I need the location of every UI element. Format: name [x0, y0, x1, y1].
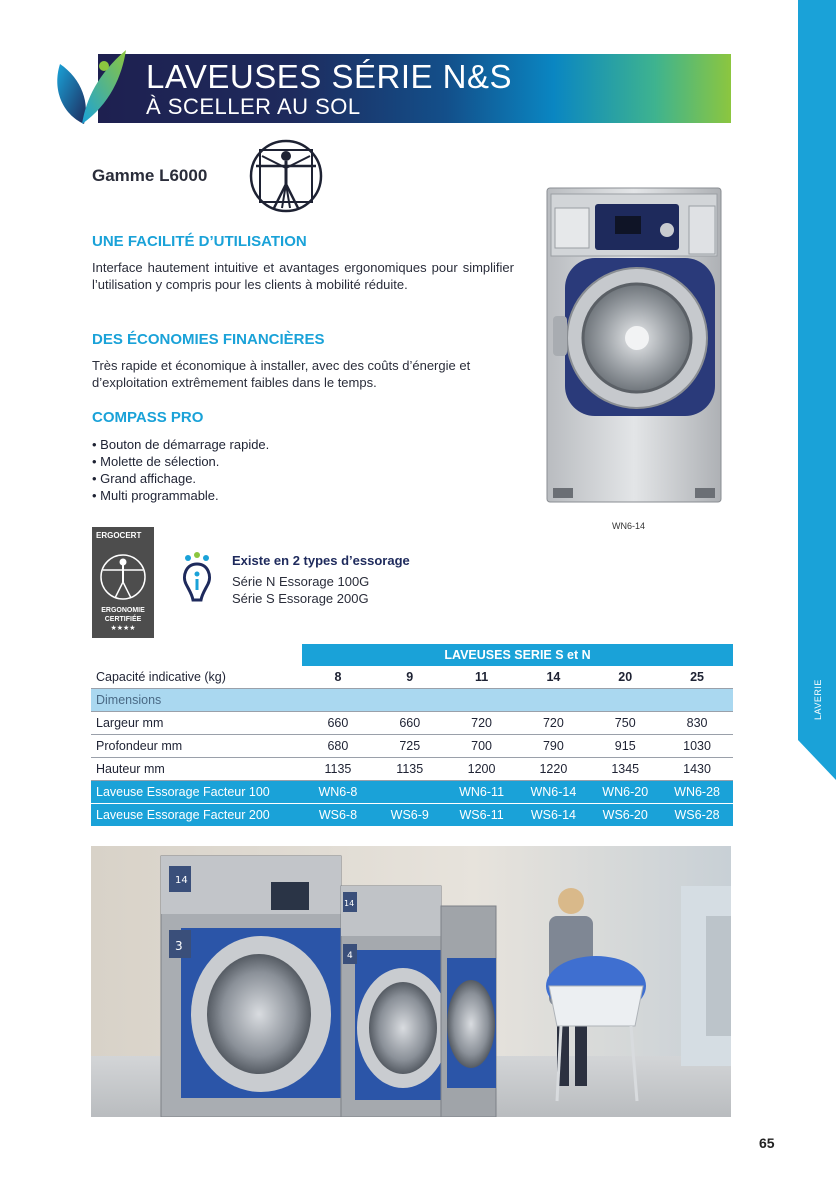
table-cell: 750: [589, 712, 661, 735]
row-label: Dimensions: [91, 689, 302, 712]
table-row: [91, 689, 733, 712]
table-cell: [374, 781, 446, 804]
table-cell: 1220: [517, 758, 589, 781]
vitruvian-man-icon: [248, 138, 324, 214]
product-caption: WN6-14: [612, 521, 646, 531]
row-label: Laveuse Essorage Facteur 100: [91, 781, 302, 804]
machine-number: 3: [175, 939, 183, 953]
row-label: Largeur mm: [91, 712, 302, 735]
ergocert-stars: ★★★★: [110, 625, 136, 632]
table-header-empty: [91, 644, 302, 666]
leaf-logo-icon: [52, 44, 130, 126]
table-cell: 915: [589, 735, 661, 758]
table-cell: WN6-28: [661, 781, 733, 804]
table-cell: 720: [446, 712, 518, 735]
table-cell: 1135: [374, 758, 446, 781]
table-cell: WS6-11: [446, 804, 518, 827]
row-label: Laveuse Essorage Facteur 200: [91, 804, 302, 827]
spin-types-title: Existe en 2 types d’essorage: [232, 553, 410, 568]
laundromat-photo: [91, 846, 731, 1117]
spin-series-n: Série N Essorage 100G: [232, 574, 370, 589]
ergocert-label: [92, 606, 154, 633]
table-row: [91, 735, 733, 758]
table-band-header: LAVEUSES SERIE S et N: [302, 644, 733, 666]
machine-number: 14: [344, 899, 355, 908]
table-cell: WN6-11: [446, 781, 518, 804]
list-item: • Multi programmable.: [92, 488, 219, 503]
table-row: [91, 758, 733, 781]
table-row: [91, 804, 733, 827]
table-cell: 9: [374, 666, 446, 689]
table-row: [91, 712, 733, 735]
list-item: • Grand affichage.: [92, 471, 197, 486]
table-cell: 830: [661, 712, 733, 735]
row-label: Hauteur mm: [91, 758, 302, 781]
compass-pro-list: [92, 436, 392, 504]
ergocert-title: ERGOCERT: [96, 531, 142, 540]
table-cell: [661, 689, 733, 712]
table-cell: WN6-14: [517, 781, 589, 804]
table-cell: WN6-20: [589, 781, 661, 804]
table-cell: [302, 689, 374, 712]
ergocert-figure-icon: [95, 550, 151, 604]
table-row: [91, 666, 733, 689]
table-cell: 725: [374, 735, 446, 758]
spec-table: [91, 644, 733, 827]
section-heading-compass-pro: COMPASS PRO: [92, 409, 204, 426]
table-cell: 25: [661, 666, 733, 689]
list-item: • Molette de sélection.: [92, 454, 220, 469]
table-cell: 660: [302, 712, 374, 735]
machine-number: 14: [175, 875, 188, 886]
table-cell: [589, 689, 661, 712]
row-label: Profondeur mm: [91, 735, 302, 758]
table-cell: 1430: [661, 758, 733, 781]
table-cell: 11: [446, 666, 518, 689]
table-header-row: [91, 644, 733, 666]
section-text-usability: Interface hautement intuitive et avantages ergonomiques pour simplifier l’utilisation y compris pour les clients à mobilité réduite.: [92, 260, 514, 292]
spin-info-icon: [180, 552, 214, 602]
range-title: Gamme L6000: [92, 166, 208, 185]
table-cell: 14: [517, 666, 589, 689]
table-cell: 20: [589, 666, 661, 689]
table-row: [91, 781, 733, 804]
table-cell: 1200: [446, 758, 518, 781]
table-cell: [446, 689, 518, 712]
table-cell: WS6-9: [374, 804, 446, 827]
page-subtitle: À SCELLER AU SOL: [146, 94, 361, 119]
table-cell: [517, 689, 589, 712]
spin-series-s: Série S Essorage 200G: [232, 591, 369, 606]
ergocert-line-1: ERGONOMIE: [101, 607, 145, 614]
row-label: Capacité indicative (kg): [91, 666, 302, 689]
table-cell: 720: [517, 712, 589, 735]
table-cell: 1345: [589, 758, 661, 781]
table-cell: 1135: [302, 758, 374, 781]
ergocert-line-2: CERTIFIÉE: [104, 616, 142, 623]
side-tab-label: LAVERIE: [813, 679, 823, 721]
table-cell: WS6-8: [302, 804, 374, 827]
table-cell: 8: [302, 666, 374, 689]
table-cell: 1030: [661, 735, 733, 758]
table-cell: 700: [446, 735, 518, 758]
section-heading-savings: DES ÉCONOMIES FINANCIÈRES: [92, 331, 325, 348]
table-cell: WS6-28: [661, 804, 733, 827]
section-heading-usability: UNE FACILITÉ D’UTILISATION: [92, 233, 307, 250]
table-cell: WS6-14: [517, 804, 589, 827]
table-cell: WN6-8: [302, 781, 374, 804]
section-text-savings: Très rapide et économique à installer, avec des coûts d’énergie et d’exploitation extrêmement faibles dans le temps.: [92, 358, 471, 390]
table-cell: 790: [517, 735, 589, 758]
page-title: LAVEUSES SÉRIE N&S: [146, 58, 513, 95]
list-item: • Bouton de démarrage rapide.: [92, 437, 270, 452]
page-number: 65: [759, 1135, 775, 1151]
product-photo-washer: [545, 186, 723, 506]
table-cell: WS6-20: [589, 804, 661, 827]
table-cell: 660: [374, 712, 446, 735]
table-cell: 680: [302, 735, 374, 758]
machine-number: 4: [347, 951, 353, 961]
table-cell: [374, 689, 446, 712]
